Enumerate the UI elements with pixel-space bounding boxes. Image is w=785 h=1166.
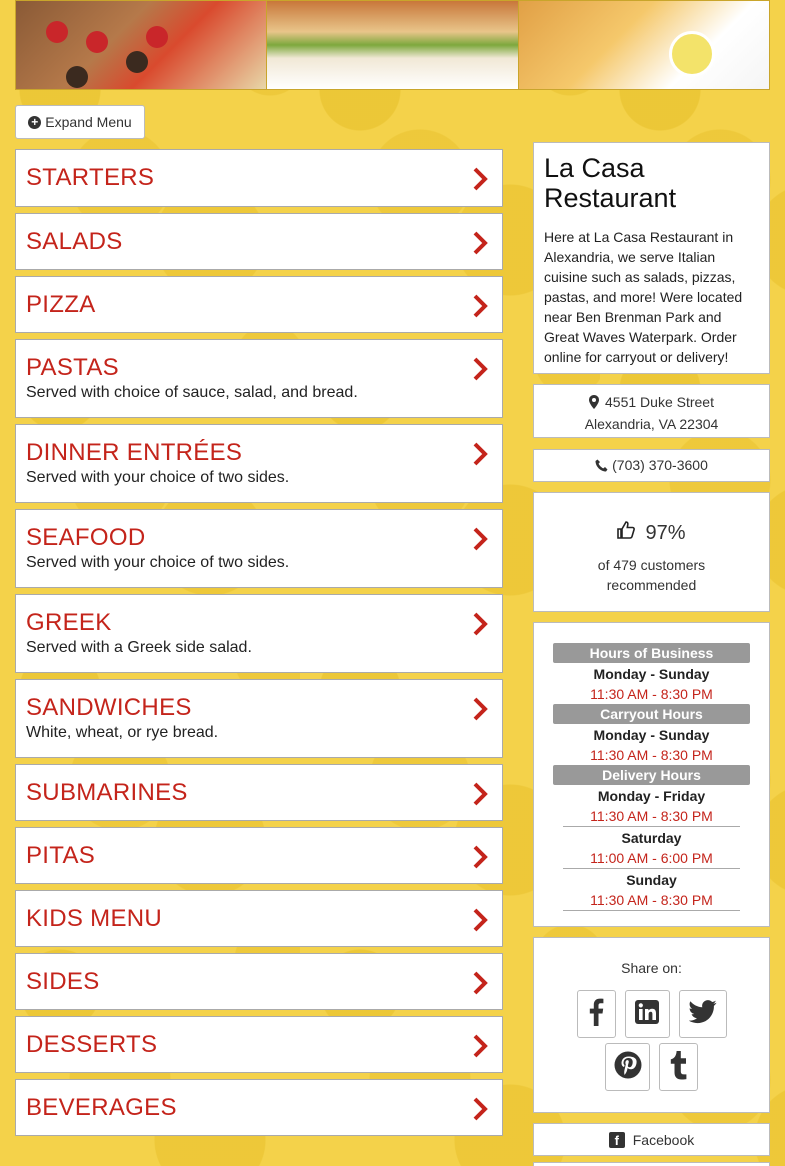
menu-category-sides[interactable] [15, 953, 503, 1010]
share-linkedin-button[interactable] [625, 990, 670, 1038]
restaurant-description: Here at La Casa Restaurant in Alexandria, we serve Italian cuisine such as salads, pizzas, pastas, and more! Were located near Ben Brenman Park and Great Waves Waterpark. Order online for carryout or delivery! [544, 229, 743, 365]
chevron-right-icon [472, 527, 488, 551]
share-twitter-button[interactable] [679, 990, 727, 1038]
menu-category-pastas[interactable] [15, 339, 503, 418]
category-title: BEVERAGES [26, 1094, 177, 1121]
chevron-right-icon [472, 231, 488, 255]
delivery-hours-heading: Delivery Hours [553, 765, 750, 785]
hours-panel [533, 622, 770, 927]
carryout-hours-heading: Carryout Hours [553, 704, 750, 724]
chevron-right-icon [472, 1097, 488, 1121]
recommend-count: of 479 customers [597, 557, 706, 573]
delivery-time: 11:00 AM - 6:00 PM [590, 850, 713, 866]
restaurant-name: La Casa Restaurant [544, 153, 677, 213]
category-title: DESSERTS [26, 1031, 158, 1058]
chevron-right-icon [472, 357, 488, 381]
menu-category-greek[interactable] [15, 594, 503, 673]
menu-category-desserts[interactable] [15, 1016, 503, 1073]
chevron-right-icon [472, 697, 488, 721]
chevron-right-icon [472, 612, 488, 636]
category-description: Served with your choice of two sides. [26, 469, 290, 486]
menu-category-starters[interactable] [15, 149, 503, 207]
category-description: White, wheat, or rye bread. [26, 724, 219, 741]
delivery-time: 11:30 AM - 8:30 PM [590, 892, 713, 908]
map-marker-icon [589, 394, 599, 414]
tumblr-icon [670, 1050, 688, 1085]
share-label: Share on: [621, 960, 682, 976]
chevron-right-icon [472, 845, 488, 869]
menu-category-beverages[interactable] [15, 1079, 503, 1136]
recommend-percent: 97% [645, 521, 686, 544]
chevron-right-icon [472, 908, 488, 932]
city-state-zip: Alexandria, VA 22304 [584, 416, 719, 432]
chevron-right-icon [472, 1034, 488, 1058]
facebook-label: Facebook [632, 1132, 695, 1148]
pinterest-icon [614, 1051, 642, 1084]
category-title: SIDES [26, 968, 100, 995]
business-hours-day: Monday - Sunday [593, 666, 710, 682]
delivery-day: Sunday [626, 872, 677, 888]
menu-category-pizza[interactable] [15, 276, 503, 333]
phone-icon [595, 459, 608, 475]
menu-category-sandwiches[interactable] [15, 679, 503, 758]
linkedin-icon [634, 999, 660, 1030]
category-description: Served with your choice of two sides. [26, 554, 290, 571]
category-title: STARTERS [26, 164, 155, 191]
category-title: SUBMARINES [26, 779, 188, 806]
twitter-icon [689, 1000, 717, 1029]
phone-number: (703) 370-3600 [612, 457, 708, 473]
delivery-time: 11:30 AM - 8:30 PM [590, 808, 713, 824]
menu-category-pitas[interactable] [15, 827, 503, 884]
category-title: PITAS [26, 842, 96, 869]
facebook-link[interactable] [533, 1123, 770, 1156]
menu-category-salads[interactable] [15, 213, 503, 270]
category-description: Served with choice of sauce, salad, and bread. [26, 384, 358, 401]
category-title: PIZZA [26, 291, 96, 318]
street-address: 4551 Duke Street [605, 394, 714, 410]
category-description: Served with a Greek side salad. [26, 639, 252, 656]
business-hours-heading: Hours of Business [553, 643, 750, 663]
delivery-day: Monday - Friday [597, 788, 706, 804]
divider [563, 868, 740, 869]
category-title: DINNER ENTRÉES [26, 439, 243, 466]
chevron-right-icon [472, 442, 488, 466]
category-title: SEAFOOD [26, 524, 146, 551]
menu-category-submarines[interactable] [15, 764, 503, 821]
category-title: SALADS [26, 228, 123, 255]
recommend-label: recommended [606, 577, 697, 593]
chevron-right-icon [472, 971, 488, 995]
fish-and-chips-photo [519, 1, 769, 89]
carryout-hours-day: Monday - Sunday [593, 727, 710, 743]
next-panel [533, 1162, 770, 1166]
category-title: SANDWICHES [26, 694, 192, 721]
chevron-right-icon [472, 167, 488, 191]
divider [563, 910, 740, 911]
share-panel [533, 937, 770, 1113]
about-panel [533, 142, 770, 374]
carryout-hours-time: 11:30 AM - 8:30 PM [590, 747, 713, 763]
chevron-right-icon [472, 782, 488, 806]
plus-circle-icon: + [28, 116, 41, 129]
menu-category-dinner-entrees[interactable] [15, 424, 503, 503]
delivery-day: Saturday [621, 830, 682, 846]
share-pinterest-button[interactable] [605, 1043, 650, 1091]
facebook-square-icon: f [609, 1132, 625, 1148]
address-panel[interactable] [533, 384, 770, 438]
expand-menu-button[interactable] [15, 105, 145, 139]
share-facebook-button[interactable] [577, 990, 616, 1038]
facebook-icon [588, 998, 604, 1031]
category-title: GREEK [26, 609, 112, 636]
recommendation-panel [533, 492, 770, 612]
menu-category-seafood[interactable] [15, 509, 503, 588]
chevron-right-icon [472, 294, 488, 318]
category-title: KIDS MENU [26, 905, 163, 932]
divider [563, 826, 740, 827]
business-hours-time: 11:30 AM - 8:30 PM [590, 686, 713, 702]
category-title: PASTAS [26, 354, 119, 381]
expand-menu-label: Expand Menu [45, 114, 132, 130]
menu-category-list [15, 149, 503, 1142]
phone-panel[interactable] [533, 449, 770, 482]
thumbs-up-icon [617, 521, 635, 545]
pizza-photo [16, 1, 267, 89]
share-tumblr-button[interactable] [659, 1043, 698, 1091]
food-banner [15, 0, 770, 90]
sandwich-photo [267, 1, 518, 89]
menu-category-kids-menu[interactable] [15, 890, 503, 947]
